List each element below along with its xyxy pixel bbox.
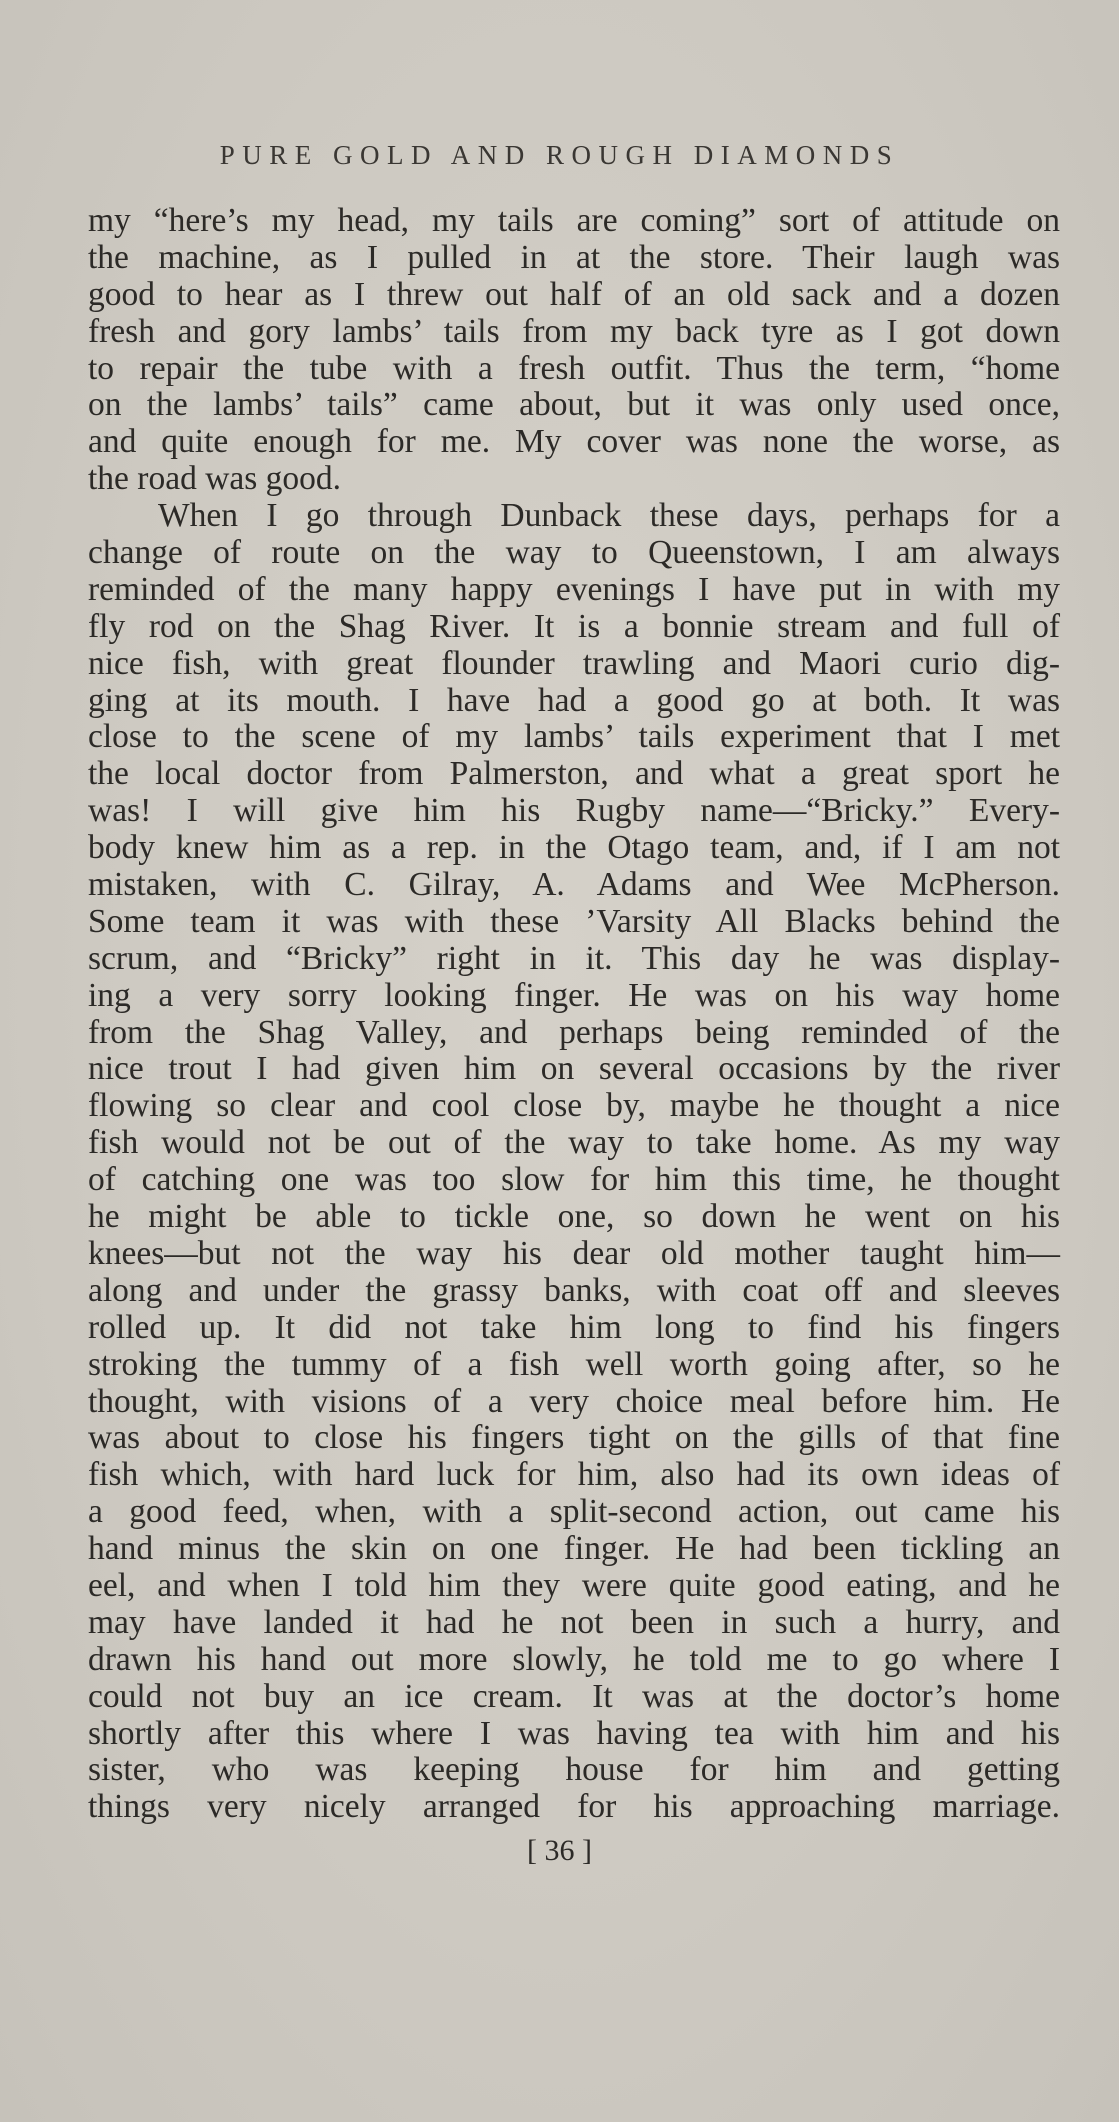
text-line: the local doctor from Palmerston, and what a great sport he bbox=[88, 755, 1060, 793]
text-line: nice fish, with great flounder trawling and Maori curio dig- bbox=[88, 644, 1060, 682]
text-line: from the Shag Valley, and perhaps being reminded of the bbox=[88, 1013, 1060, 1051]
text-line: knees—but not the way his dear old mother taught him— bbox=[88, 1234, 1060, 1272]
text-line: nice trout I had given him on several occasions by the river bbox=[88, 1050, 1060, 1088]
text-line: stroking the tummy of a fish well worth going after, so he bbox=[88, 1345, 1060, 1383]
text-line: was about to close his fingers tight on the gills of that fine bbox=[88, 1419, 1060, 1457]
text-line: change of route on the way to Queenstown, I am always bbox=[88, 534, 1060, 572]
text-line: eel, and when I told him they were quite good eating, and he bbox=[88, 1566, 1060, 1604]
text-line: to repair the tube with a fresh outfit. Thus the term, “home bbox=[88, 349, 1060, 387]
text-line: Some team it was with these ’Varsity All Blacks behind the bbox=[88, 902, 1060, 940]
text-line: ging at its mouth. I have had a good go at both. It was bbox=[88, 681, 1060, 719]
text-line: the machine, as I pulled in at the store. Their laugh was bbox=[88, 238, 1060, 276]
running-head: PURE GOLD AND ROUGH DIAMONDS bbox=[219, 140, 900, 170]
text-line: a good feed, when, with a split-second action, out came his bbox=[88, 1493, 1060, 1531]
text-line: and quite enough for me. My cover was none the worse, as bbox=[88, 423, 1060, 461]
paragraph-end-line: the road was good. bbox=[88, 460, 342, 498]
text-line: fish would not be out of the way to take home. As my way bbox=[88, 1124, 1060, 1162]
text-line: my “here’s my head, my tails are coming” sort of attitude on bbox=[88, 202, 1060, 239]
text-line: may have landed it had he not been in such a hurry, and bbox=[88, 1603, 1060, 1641]
text-line: was! I will give him his Rugby name—“Bricky.” Every- bbox=[88, 792, 1060, 830]
text-line: reminded of the many happy evenings I have put in with my bbox=[88, 570, 1060, 608]
text-line: sister, who was keeping house for him and getting bbox=[88, 1751, 1060, 1789]
text-line: on the lambs’ tails” came about, but it was only used once, bbox=[88, 386, 1060, 424]
text-line: mistaken, with C. Gilray, A. Adams and Wee McPherson. bbox=[88, 866, 1060, 904]
text-line: good to hear as I threw out half of an old sack and a dozen bbox=[88, 275, 1060, 313]
text-line: fish which, with hard luck for him, also had its own ideas of bbox=[88, 1456, 1060, 1494]
text-line: fresh and gory lambs’ tails from my back tyre as I got down bbox=[88, 312, 1060, 350]
text-line: shortly after this where I was having tea with him and his bbox=[88, 1714, 1060, 1752]
text-line: drawn his hand out more slowly, he told me to go where I bbox=[88, 1640, 1060, 1678]
text-line: body knew him as a rep. in the Otago team, and, if I am not bbox=[88, 829, 1060, 867]
text-line: of catching one was too slow for him this time, he thought bbox=[88, 1161, 1060, 1199]
text-line: fly rod on the Shag River. It is a bonnie stream and full of bbox=[88, 607, 1060, 645]
text-line: scrum, and “Bricky” right in it. This day he was display- bbox=[88, 939, 1060, 977]
text-line: hand minus the skin on one finger. He had been tickling an bbox=[88, 1530, 1060, 1568]
text-line: he might be able to tickle one, so down he went on his bbox=[88, 1198, 1060, 1236]
text-line: thought, with visions of a very choice meal before him. He bbox=[88, 1382, 1060, 1420]
text-line: flowing so clear and cool close by, maybe he thought a nice bbox=[88, 1087, 1060, 1125]
text-line: along and under the grassy banks, with coat off and sleeves bbox=[88, 1271, 1060, 1309]
text-line: rolled up. It did not take him long to find his fingers bbox=[88, 1308, 1060, 1346]
paragraph-start-line: When I go through Dunback these days, perhaps for a bbox=[158, 497, 1060, 535]
text-line: close to the scene of my lambs’ tails experiment that I met bbox=[88, 718, 1060, 756]
text-line: ing a very sorry looking finger. He was on his way home bbox=[88, 976, 1060, 1014]
text-line: things very nicely arranged for his approaching marriage. bbox=[88, 1788, 1060, 1826]
text-line: could not buy an ice cream. It was at the doctor’s home bbox=[88, 1677, 1060, 1715]
page-number: [ 36 ] bbox=[527, 1834, 592, 1867]
body-text bbox=[88, 203, 1060, 1826]
